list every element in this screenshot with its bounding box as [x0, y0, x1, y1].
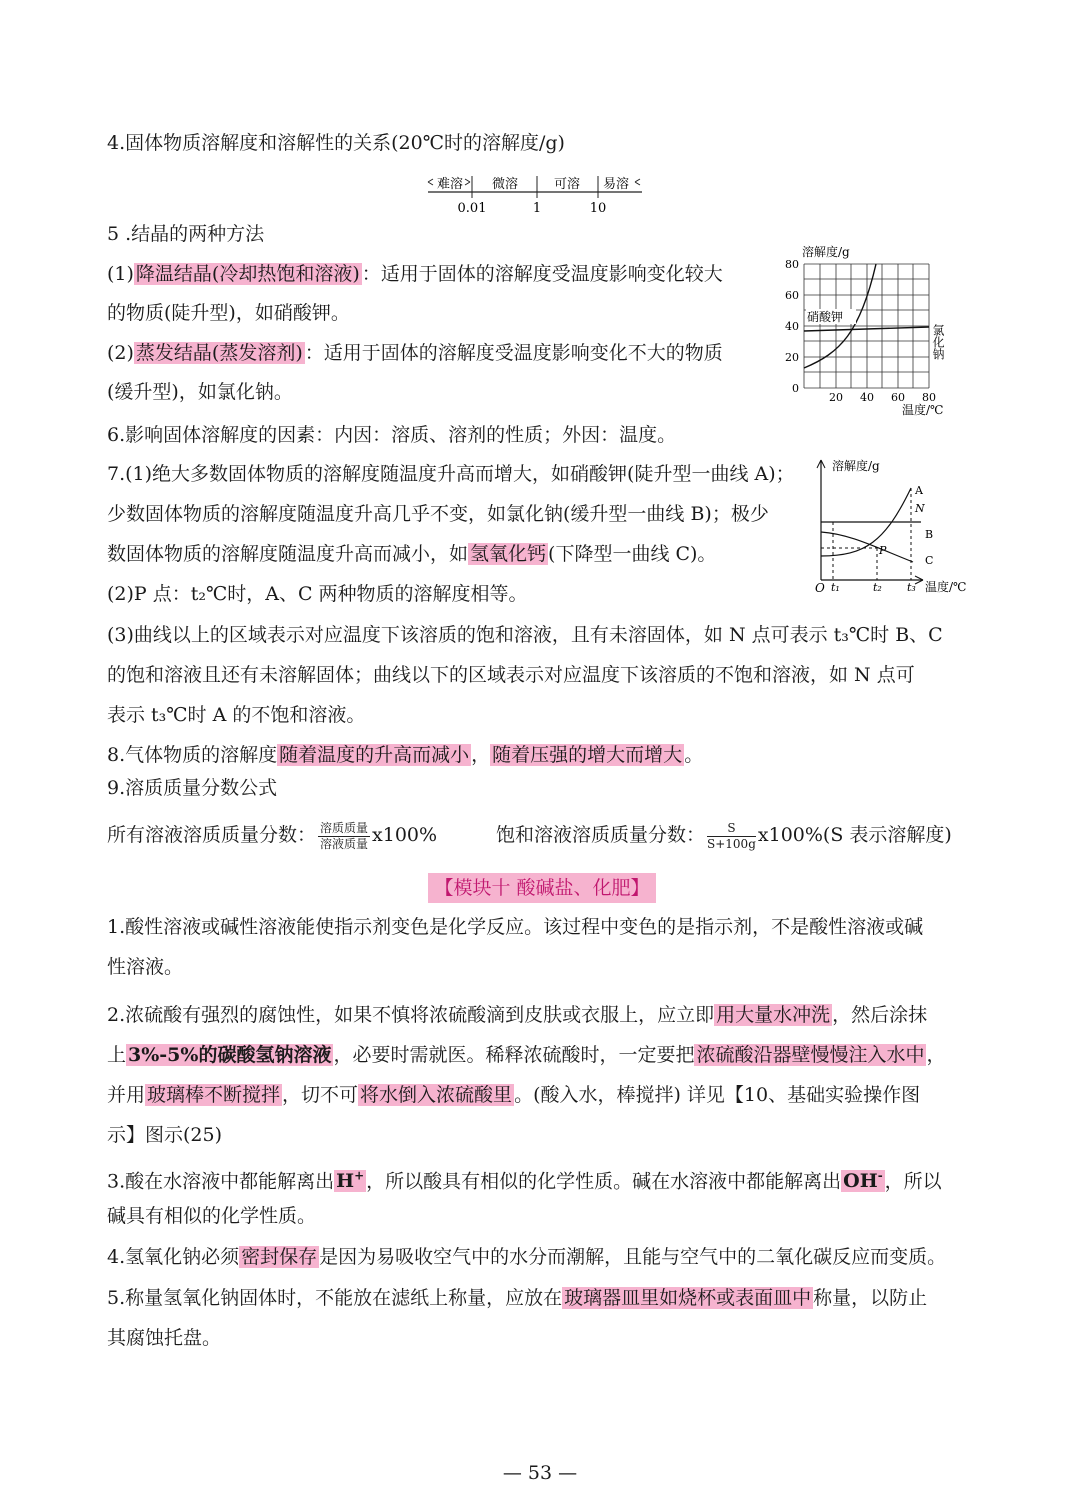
svg-text:80: 80	[922, 391, 936, 404]
svg-text:80: 80	[785, 258, 799, 271]
highlight: 氢氧化钙	[470, 543, 547, 565]
m2-line-2: 上 3%-5%的碳酸氢钠溶液 ，必要时需就医。稀释浓硫酸时，一定要把 浓硫酸沿器壁慢慢注入水中 ，	[107, 1044, 946, 1066]
highlight: 密封保存	[241, 1246, 318, 1268]
svg-text:40: 40	[785, 320, 799, 333]
svg-text:60: 60	[785, 289, 799, 302]
highlight: 浓硫酸沿器壁慢慢注入水中	[696, 1044, 925, 1066]
module-header: 【模块十 酸碱盐、化肥】	[428, 873, 656, 903]
solubility-graph-1	[780, 238, 960, 418]
s8-line: 8.气体物质的溶解度 随着温度的升高而减小 ， 随着压强的增大而增大 。	[107, 744, 704, 766]
svg-text:溶解度/g: 溶解度/g	[832, 459, 880, 473]
svg-text:硝酸钾: 硝酸钾	[807, 310, 844, 324]
s5-title: 5 .结晶的两种方法	[107, 223, 265, 245]
s9-formula-all: 所有溶液溶质质量分数： $\frac{\text{溶质质量}}{\text{溶液质量}}$ x100%	[107, 820, 438, 851]
s5-line-3: (2) 蒸发结晶(蒸发溶剂) ：适用于固体的溶解度受温度影响变化不大的物质	[107, 342, 723, 364]
highlight: H+	[336, 1169, 365, 1193]
svg-text:A: A	[915, 484, 923, 497]
scale-tick-1: 1	[532, 201, 542, 216]
svg-text:P: P	[879, 544, 887, 557]
svg-text:氯化钠: 氯化钠	[931, 324, 945, 360]
scale-tick-001: 0.01	[457, 201, 487, 216]
scale-label-insoluble: 难溶	[436, 177, 464, 192]
s7-line-6: 的饱和溶液且还有未溶解固体；曲线以下的区域表示对应温度下该溶质的不饱和溶液，如 N 点可	[107, 664, 915, 686]
m1-line-1: 1.酸性溶液或碱性溶液能使指示剂变色是化学反应。该过程中变色的是指示剂，不是酸性溶液或碱	[107, 916, 924, 938]
svg-text:t₁: t₁	[831, 581, 840, 594]
svg-text:温度/℃: 温度/℃	[925, 580, 967, 594]
solubility-graph-2	[805, 452, 975, 602]
svg-text:t₃: t₃	[907, 581, 916, 594]
svg-text:20: 20	[829, 391, 843, 404]
s7-line-5: (3)曲线以上的区域表示对应温度下该溶质的饱和溶液，且有未溶固体，如 N 点可表示 t₃℃时 B、C	[107, 624, 943, 646]
svg-text:40: 40	[860, 391, 874, 404]
svg-text:t₂: t₂	[873, 581, 882, 594]
svg-text:O: O	[815, 581, 825, 595]
curve-sodium-chloride	[804, 327, 929, 331]
s7-line-7: 表示 t₃℃时 A 的不饱和溶液。	[107, 704, 366, 726]
solubility-scale	[420, 168, 650, 216]
m2-line-1: 2.浓硫酸有强烈的腐蚀性，如果不慎将浓硫酸滴到皮肤或衣服上，应立即 用大量水冲洗 ，然后涂抹	[107, 1004, 928, 1026]
s5-line-1: (1) 降温结晶(冷却热饱和溶液) ：适用于固体的溶解度受温度影响变化较大	[107, 263, 723, 285]
s6-line: 6.影响固体溶解度的因素：内因：溶质、溶剂的性质；外因：温度。	[107, 424, 677, 446]
scale-tick-10: 10	[589, 201, 607, 216]
s9-formula-saturated: 饱和溶液溶质质量分数： $\frac{S}{S+100g}$ x100%(S 表示溶解度)	[496, 820, 952, 851]
highlight: 3%-5%的碳酸氢钠溶液	[128, 1044, 332, 1066]
highlight: 将水倒入浓硫酸里	[360, 1084, 513, 1106]
highlight: 降温结晶(冷却热饱和溶液)	[135, 263, 360, 285]
m2-line-4: 示】图示(25)	[107, 1124, 223, 1146]
svg-text:0: 0	[792, 382, 799, 395]
svg-text:溶解度/g: 溶解度/g	[802, 245, 850, 259]
s7-line-4: (2)P 点：t₂℃时，A、C 两种物质的溶解度相等。	[107, 583, 528, 605]
highlight: OH-	[843, 1169, 883, 1193]
scale-label-soluble: 可溶	[553, 177, 581, 192]
s5-line-2: 的物质(陡升型)，如硝酸钾。	[107, 302, 350, 324]
svg-text:20: 20	[785, 351, 799, 364]
highlight: 蒸发结晶(蒸发溶剂)	[135, 342, 303, 364]
s4-title: 4.固体物质溶解度和溶解性的关系(20℃时的溶解度/g)	[107, 132, 565, 154]
svg-text:温度/℃: 温度/℃	[902, 403, 944, 417]
highlight: 玻璃器皿里如烧杯或表面皿中	[564, 1287, 812, 1309]
svg-text:C: C	[925, 554, 934, 567]
svg-text:60: 60	[891, 391, 905, 404]
s7-line-3: 数固体物质的溶解度随温度升高而减小，如 氢氧化钙 (下降型一曲线 C)。	[107, 543, 717, 565]
svg-text:N: N	[915, 502, 925, 515]
s9-title: 9.溶质质量分数公式	[107, 777, 278, 799]
s7-line-1: 7.(1)绝大多数固体物质的溶解度随温度升高而增大，如硝酸钾(陡升型一曲线 A)；	[107, 463, 795, 485]
highlight: 玻璃棒不断搅拌	[147, 1084, 281, 1106]
m2-line-3: 并用 玻璃棒不断搅拌 ，切不可 将水倒入浓硫酸里 。(酸入水，棒搅拌) 详见【10、基础实验操作图	[107, 1084, 921, 1106]
m3-line-1: 3.酸在水溶液中都能解离出 H+ ，所以酸具有相似的化学性质。碱在水溶液中都能解离出 OH- ，所以	[107, 1169, 942, 1193]
m4-line: 4.氢氧化钠必须 密封保存 是因为易吸收空气中的水分而潮解，且能与空气中的二氧化碳反应而变质。	[107, 1246, 947, 1268]
scale-label-easily: 易溶	[602, 177, 630, 192]
svg-text:B: B	[925, 528, 934, 541]
m1-line-2: 性溶液。	[107, 956, 184, 978]
m5-line-2: 其腐蚀托盘。	[107, 1327, 222, 1349]
m3-line-2: 碱具有相似的化学性质。	[107, 1205, 317, 1227]
s7-line-2: 少数固体物质的溶解度随温度升高几乎不变，如氯化钠(缓升型一曲线 B)；极少	[107, 503, 769, 525]
m5-line-1: 5.称量氢氧化钠固体时，不能放在滤纸上称量，应放在 玻璃器皿里如烧杯或表面皿中 称量，以防止	[107, 1287, 928, 1309]
highlight: 随着压强的增大而增大	[492, 744, 683, 766]
scale-label-slightly: 微溶	[491, 177, 519, 192]
s5-line-4: (缓升型)，如氯化钠。	[107, 381, 293, 403]
highlight: 随着温度的升高而减小	[279, 744, 470, 766]
highlight: 用大量水冲洗	[716, 1004, 831, 1026]
page-number: — 53 —	[502, 1462, 578, 1484]
